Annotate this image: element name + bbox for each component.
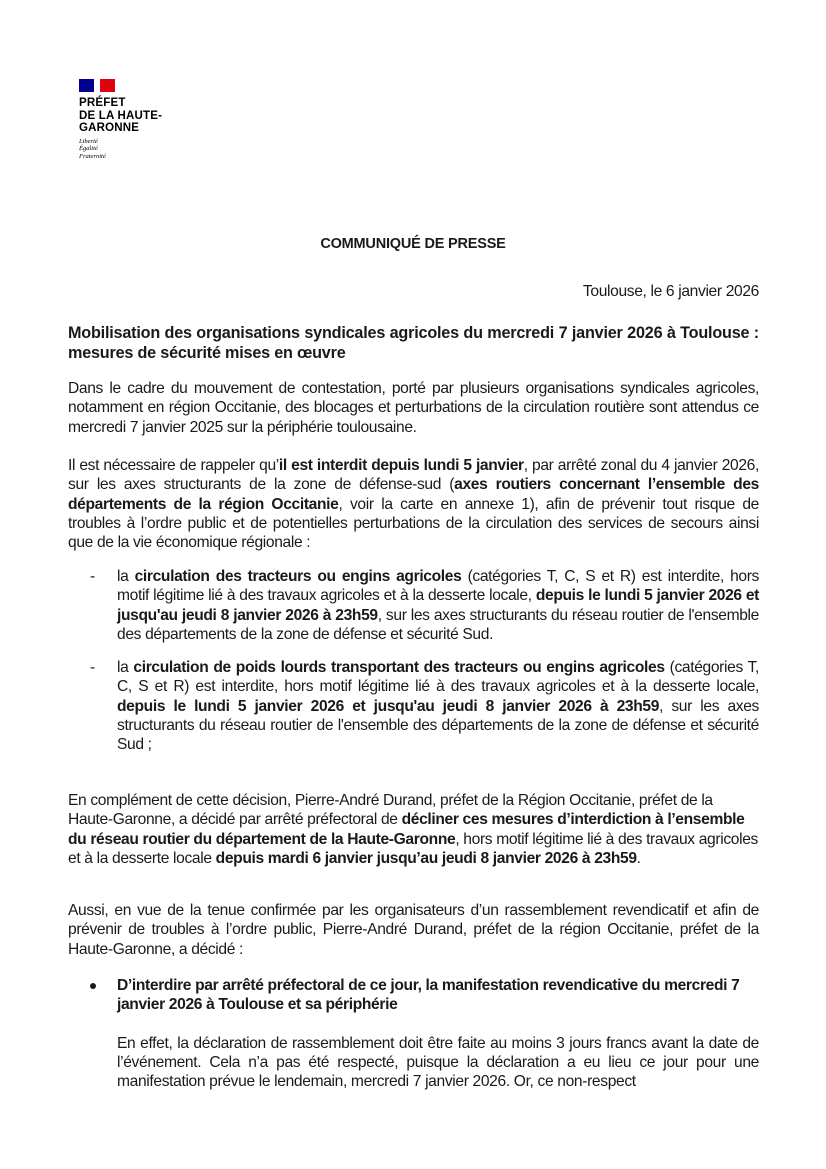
bold-text-run: circulation des tracteurs ou engins agricoles	[134, 568, 462, 585]
logo-title-line: GARONNE	[79, 122, 140, 134]
bullet-heading-text: D’interdire par arrêté préfectoral de ce jour, la manifestation revendicative du mercredi 7 janvier 2026 à Toulouse et sa périphérie	[117, 977, 740, 1014]
logo-title-line: DE LA HAUTE-	[79, 109, 163, 122]
motto-line: Égalité	[79, 145, 98, 152]
paragraph-decision: Aussi, en vue de la tenue confirmée par les organisateurs d’un rassemblement revendicatif et afin de prévenir de troubles à l’ordre public, Pierre-André Durand, préfet de la région Occitanie, préfet de la Haute-Garonne, a décidé :	[68, 902, 759, 958]
document-type-heading: COMMUNIQUÉ DE PRESSE	[320, 236, 506, 252]
text-run: , par arrêté zonal du 4 janvier 2026, sur les axes structurants de la zone de défense-sud (	[68, 457, 759, 494]
text-run: , hors motif légitime lié à des travaux agricoles et à la desserte locale	[68, 830, 758, 867]
french-flag-icon	[79, 79, 115, 92]
text-run: la	[117, 568, 135, 585]
bold-text-run: axes routiers concernant l’ensemble des départements de la région Occitanie	[68, 476, 759, 513]
list-dash-marker: -	[90, 659, 95, 676]
motto-line: Fraternité	[79, 152, 106, 160]
text-run: .	[636, 849, 641, 867]
list-item	[68, 658, 759, 754]
text-run: , voir la carte en annexe 1), afin de prévenir tout risque de troubles à l’ordre public et de potentielles perturbations de la circulation des services de secours ainsi que de la vie économique régionale :	[68, 495, 759, 552]
logo-title	[79, 97, 162, 135]
list-item-text	[117, 568, 759, 643]
text-run: (catégories T, C, S et R) est interdite, hors motif légitime lié à des travaux agricoles et à la desserte locale,	[117, 568, 759, 605]
list-item-tractors	[68, 567, 759, 644]
text-run: , sur les axes structurants du réseau routier de l'ensemble des départements de la zone de défense et sécurité Sud ;	[117, 697, 759, 754]
bold-text-run: depuis le lundi 5 janvier 2026 et jusqu'au jeudi 8 janvier 2026 à 23h59	[117, 697, 660, 715]
paragraph-complement	[68, 791, 759, 868]
bold-text-run: circulation de poids lourds transportant des tracteurs ou engins agricoles	[133, 659, 665, 676]
paragraph-context: Dans le cadre du mouvement de contestation, porté par plusieurs organisations syndicales agricoles, notamment en région Occitanie, des blocages et perturbations de la circulation routière sont attendus ce mercredi 7 janvier 2025 sur la périphérie toulousaine.	[68, 380, 759, 436]
paragraph-reminder	[68, 456, 759, 552]
bold-text-run: décliner ces mesures d’interdiction à l’ensemble du réseau routier du département de la Haute-Garonne	[68, 811, 745, 848]
bullet-heading	[68, 976, 759, 1015]
list-dash-marker: -	[90, 568, 95, 585]
text-run: , sur les axes structurants du réseau routier de l'ensemble des départements de la zone de défense et sécurité Sud.	[117, 606, 759, 643]
place-date: Toulouse, le 6 janvier 2026	[582, 283, 759, 300]
text-run: En complément de cette décision, Pierre-André Durand, préfet de la Région Occitanie, préfet de la Haute-Garonne, a décidé par arrêté préfectoral de	[68, 792, 713, 829]
press-release-title: Mobilisation des organisations syndicales agricoles du mercredi 7 janvier 2026 à Toulouse : mesures de sécurité mises en œuvre	[68, 324, 759, 362]
flag-red-band	[100, 79, 115, 92]
list-item-text	[117, 659, 759, 753]
bold-text-run: depuis le lundi 5 janvier 2026 et jusqu'au jeudi 8 janvier 2026 à 23h59	[117, 587, 760, 624]
decision-bullet	[68, 976, 759, 1091]
text-run: (catégories T, C, S et R) est interdite, hors motif légitime lié à des travaux agricoles et à la desserte locale,	[117, 659, 760, 696]
text-run: la	[117, 659, 134, 676]
bold-text-run: depuis mardi 6 janvier jusqu’au jeudi 8 janvier 2026 à 23h59	[215, 849, 637, 867]
logo-title-line: PRÉFET	[79, 97, 126, 109]
motto-line: Liberté	[79, 137, 98, 145]
bold-text-run: il est interdit depuis lundi 5 janvier	[278, 457, 524, 474]
logo-motto	[79, 138, 162, 161]
list-item	[68, 567, 759, 644]
flag-blue-band	[79, 79, 94, 92]
bullet-body: En effet, la déclaration de rassemblement doit être faite au moins 3 jours francs avant la date de l’événement. Cela n’a pas été respecté, puisque la déclaration a eu lieu ce jour pour une manifestation prévue le lendemain, mercredi 7 janvier 2026. Or, ce non-respect	[117, 1034, 759, 1091]
prefecture-logo	[79, 79, 162, 160]
text-run: Il est nécessaire de rappeler qu’	[68, 457, 279, 474]
list-item-heavy-trucks	[68, 658, 759, 754]
bullet-dot-icon	[90, 983, 96, 989]
